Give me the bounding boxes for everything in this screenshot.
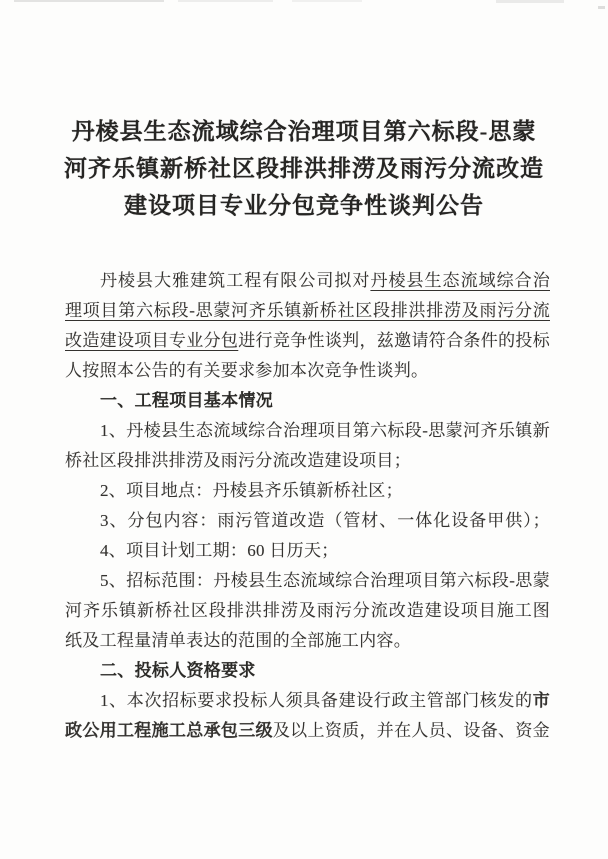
document-line bbox=[65, 506, 550, 536]
document-line bbox=[65, 536, 550, 566]
scan-artifact bbox=[292, 0, 362, 2]
scan-artifact bbox=[496, 0, 564, 3]
document-line bbox=[65, 716, 550, 746]
text-segment: 5、招标范围：丹棱县生态流域综合治理项目第六标段-思蒙 bbox=[100, 571, 550, 590]
document-line bbox=[65, 446, 550, 476]
document-line bbox=[65, 416, 550, 446]
document-title-line-2: 河齐乐镇新桥社区段排洪排涝及雨污分流改造 bbox=[64, 156, 544, 181]
underlined-text-segment: 理项目第六标段-思蒙河齐乐镇新桥社区段排洪排涝及雨污分流 bbox=[65, 301, 550, 320]
document-line bbox=[65, 686, 550, 716]
bold-text-segment: 市 bbox=[532, 691, 550, 710]
scan-artifact bbox=[14, 0, 164, 2]
document-line bbox=[65, 626, 550, 656]
section-heading bbox=[65, 386, 550, 416]
bold-text-segment: 二、投标人资格要求 bbox=[100, 661, 256, 680]
section-heading bbox=[65, 656, 550, 686]
underlined-text-segment: 丹棱县生态流域综合治 bbox=[370, 271, 550, 290]
text-segment: 人按照本公告的有关要求参加本次竞争性谈判。 bbox=[65, 361, 429, 380]
text-segment: 及以上资质，并在人员、设备、资金 bbox=[272, 721, 550, 740]
document-line bbox=[65, 356, 550, 386]
text-segment: 纸及工程量清单表达的范围的全部施工内容。 bbox=[65, 631, 411, 650]
scan-artifact bbox=[178, 0, 273, 2]
text-segment: 桥社区段排洪排涝及雨污分流改造建设项目； bbox=[65, 451, 411, 470]
scan-artifact bbox=[598, 6, 605, 9]
document-line bbox=[65, 476, 550, 506]
document-line bbox=[65, 326, 550, 356]
document-line bbox=[65, 296, 550, 326]
text-segment: 1、本次招标要求投标人须具备建设行政主管部门核发的 bbox=[100, 691, 533, 710]
text-segment: 3、分包内容：雨污管道改造（管材、一体化设备甲供）； bbox=[100, 511, 550, 530]
text-segment: 丹棱县大雅建筑工程有限公司拟对 bbox=[100, 271, 371, 290]
bold-text-segment: 一、工程项目基本情况 bbox=[100, 391, 273, 410]
document-line bbox=[65, 266, 550, 296]
document-line bbox=[65, 596, 550, 626]
document-body bbox=[65, 266, 550, 746]
document-title-line-1: 丹棱县生态流域综合治理项目第六标段-思蒙 bbox=[71, 119, 537, 144]
bold-text-segment: 政公用工程施工总承包三级 bbox=[65, 721, 273, 740]
text-segment: 1、丹棱县生态流域综合治理项目第六标段-思蒙河齐乐镇新 bbox=[100, 421, 550, 440]
text-segment: 河齐乐镇新桥社区段排洪排涝及雨污分流改造建设项目施工图 bbox=[65, 601, 550, 620]
document-line bbox=[65, 566, 550, 596]
text-segment: 2、项目地点：丹棱县齐乐镇新桥社区； bbox=[100, 481, 403, 500]
text-segment: 进行竞争性谈判，兹邀请符合条件的投标 bbox=[238, 331, 551, 350]
underlined-text-segment: 改造建设项目专业分包 bbox=[65, 331, 239, 350]
document-title bbox=[0, 113, 608, 224]
document-title-line-3: 建设项目专业分包竞争性谈判公告 bbox=[124, 193, 484, 218]
text-segment: 4、项目计划工期：60 日历天； bbox=[100, 541, 339, 560]
